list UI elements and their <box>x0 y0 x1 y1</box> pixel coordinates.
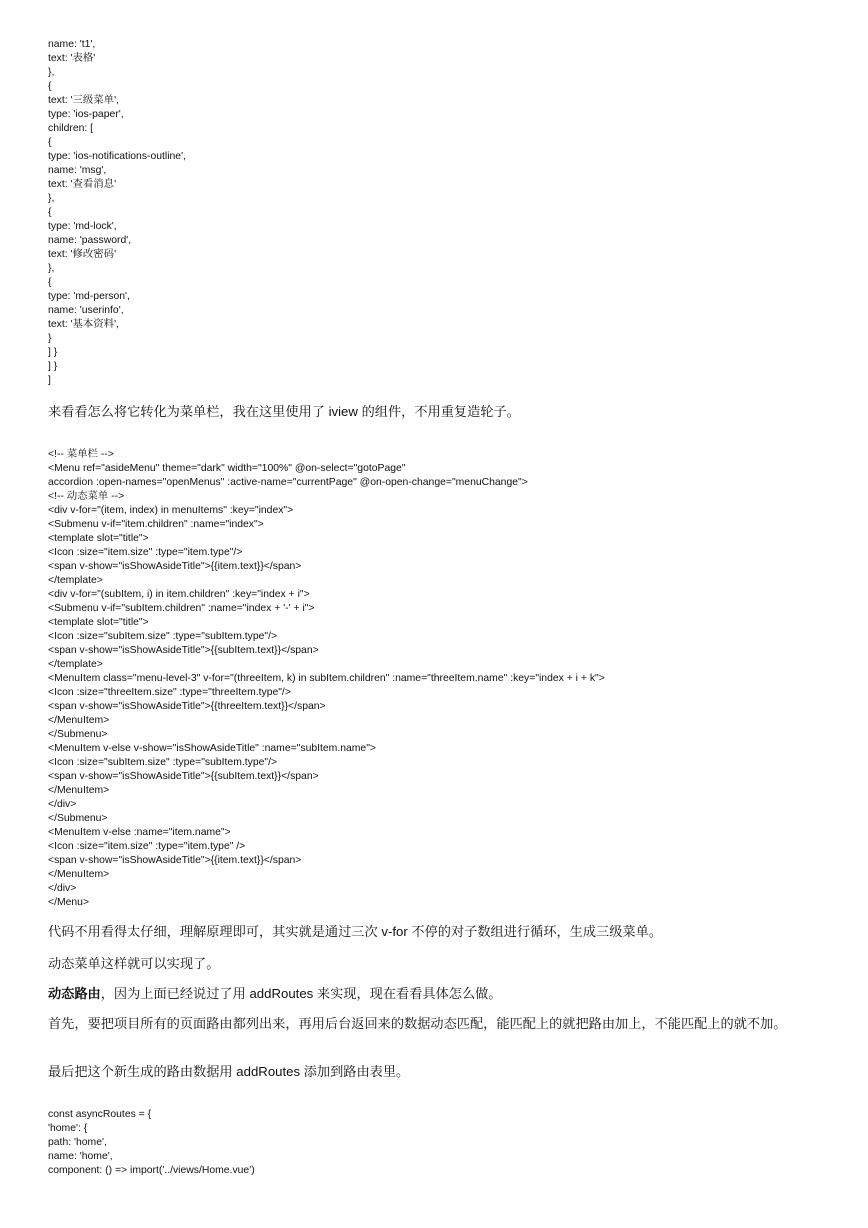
code-line: ] } <box>48 347 58 358</box>
code-line: component: () => import('../views/Home.vue') <box>48 1165 255 1176</box>
code-line: </div> <box>48 799 77 810</box>
paragraph-text: ，因为上面已经说过了用 addRoutes 来实现，现在看看具体怎么做。 <box>100 986 502 1001</box>
code-line: <MenuItem v-else v-show="isShowAsideTitle" :name="subItem.name"> <box>48 743 376 754</box>
code-line: name: 'userinfo', <box>48 305 124 316</box>
code-line: <MenuItem class="menu-level-3" v-for="(threeItem, k) in subItem.children" :name="threeItem.name" :key="index + i + k"> <box>48 673 605 684</box>
code-line: <template slot="title"> <box>48 533 149 544</box>
code-line: { <box>48 277 52 288</box>
code-line: text: '查看消息' <box>48 179 117 190</box>
paragraph: 最后把这个新生成的路由数据用 addRoutes 添加到路由表里。 <box>48 1064 410 1079</box>
code-line: name: 't1', <box>48 39 96 50</box>
code-line: <Icon :size="threeItem.size" :type="threeItem.type"/> <box>48 687 291 698</box>
code-line: ] } <box>48 361 58 372</box>
code-line: <Icon :size="subItem.size" :type="subItem.type"/> <box>48 757 278 768</box>
code-line: <span v-show="isShowAsideTitle">{{subItem.text}}</span> <box>48 771 319 782</box>
code-line: }, <box>48 67 55 78</box>
code-line: <!-- 菜单栏 --> <box>48 449 114 460</box>
code-line: <span v-show="isShowAsideTitle">{{item.text}}</span> <box>48 855 302 866</box>
paragraph <box>48 986 828 1002</box>
code-line: </MenuItem> <box>48 869 110 880</box>
code-line: <div v-for="(item, index) in menuItems" :key="index"> <box>48 505 294 516</box>
code-line: }, <box>48 193 55 204</box>
code-line: </template> <box>48 659 103 670</box>
code-line: <Menu ref="asideMenu" theme="dark" width="100%" @on-select="gotoPage" <box>48 463 406 474</box>
code-line: <Icon :size="item.size" :type="item.type"/> <box>48 547 243 558</box>
code-line: ] <box>48 375 51 386</box>
paragraph: 首先，要把项目所有的页面路由都列出来，再用后台返回来的数据动态匹配，能匹配上的就把路由加上，不能匹配上的就不加。 <box>48 1016 787 1031</box>
code-line: type: 'md-lock', <box>48 221 117 232</box>
code-line: type: 'md-person', <box>48 291 130 302</box>
code-line: name: 'msg', <box>48 165 107 176</box>
paragraph: 来看看怎么将它转化为菜单栏，我在这里使用了 iview 的组件，不用重复造轮子。 <box>48 404 520 419</box>
code-line: text: '修改密码' <box>48 249 117 260</box>
bold-term: 动态路由 <box>48 986 101 1001</box>
code-line: text: '三级菜单', <box>48 95 119 106</box>
code-line: 'home': { <box>48 1123 88 1134</box>
code-line: type: 'ios-notifications-outline', <box>48 151 186 162</box>
code-line: path: 'home', <box>48 1137 107 1148</box>
code-line: text: '基本资料', <box>48 319 119 330</box>
code-line: <Icon :size="item.size" :type="item.type" /> <box>48 841 246 852</box>
code-line: children: [ <box>48 123 94 134</box>
code-line: <template slot="title"> <box>48 617 149 628</box>
code-line: <!-- 动态菜单 --> <box>48 491 125 502</box>
code-line: <Submenu v-if="item.children" :name="index"> <box>48 519 264 530</box>
code-line: text: '表格' <box>48 53 96 64</box>
code-block-menu-data <box>48 38 186 388</box>
code-line: </MenuItem> <box>48 715 110 726</box>
code-line: { <box>48 81 52 92</box>
paragraph: 代码不用看得太仔细，理解原理即可，其实就是通过三次 v-for 不停的对子数组进行循环，生成三级菜单。 <box>48 924 662 939</box>
code-line: <MenuItem v-else :name="item.name"> <box>48 827 231 838</box>
code-line: }, <box>48 263 55 274</box>
code-line: <Icon :size="subItem.size" :type="subItem.type"/> <box>48 631 278 642</box>
code-line: const asyncRoutes = { <box>48 1109 152 1120</box>
code-line: </template> <box>48 575 103 586</box>
paragraph: 动态菜单这样就可以实现了。 <box>48 956 220 971</box>
code-line: <div v-for="(subItem, i) in item.children" :key="index + i"> <box>48 589 310 600</box>
code-line: } <box>48 333 52 344</box>
code-line: </div> <box>48 883 77 894</box>
code-block-menu-template <box>48 448 605 910</box>
code-block-async-routes <box>48 1108 255 1178</box>
code-line: type: 'ios-paper', <box>48 109 124 120</box>
code-line: { <box>48 207 52 218</box>
code-line: accordion :open-names="openMenus" :active-name="currentPage" @on-open-change="menuChange"> <box>48 477 528 488</box>
code-line: name: 'password', <box>48 235 132 246</box>
code-line: { <box>48 137 52 148</box>
code-line: <span v-show="isShowAsideTitle">{{subItem.text}}</span> <box>48 645 319 656</box>
code-line: </MenuItem> <box>48 785 110 796</box>
code-line: <span v-show="isShowAsideTitle">{{threeItem.text}}</span> <box>48 701 326 712</box>
code-line: name: 'home', <box>48 1151 113 1162</box>
code-line: </Menu> <box>48 897 90 908</box>
code-line: <span v-show="isShowAsideTitle">{{item.text}}</span> <box>48 561 302 572</box>
code-line: <Submenu v-if="subItem.children" :name="index + '-' + i"> <box>48 603 315 614</box>
code-line: </Submenu> <box>48 813 108 824</box>
code-line: </Submenu> <box>48 729 108 740</box>
